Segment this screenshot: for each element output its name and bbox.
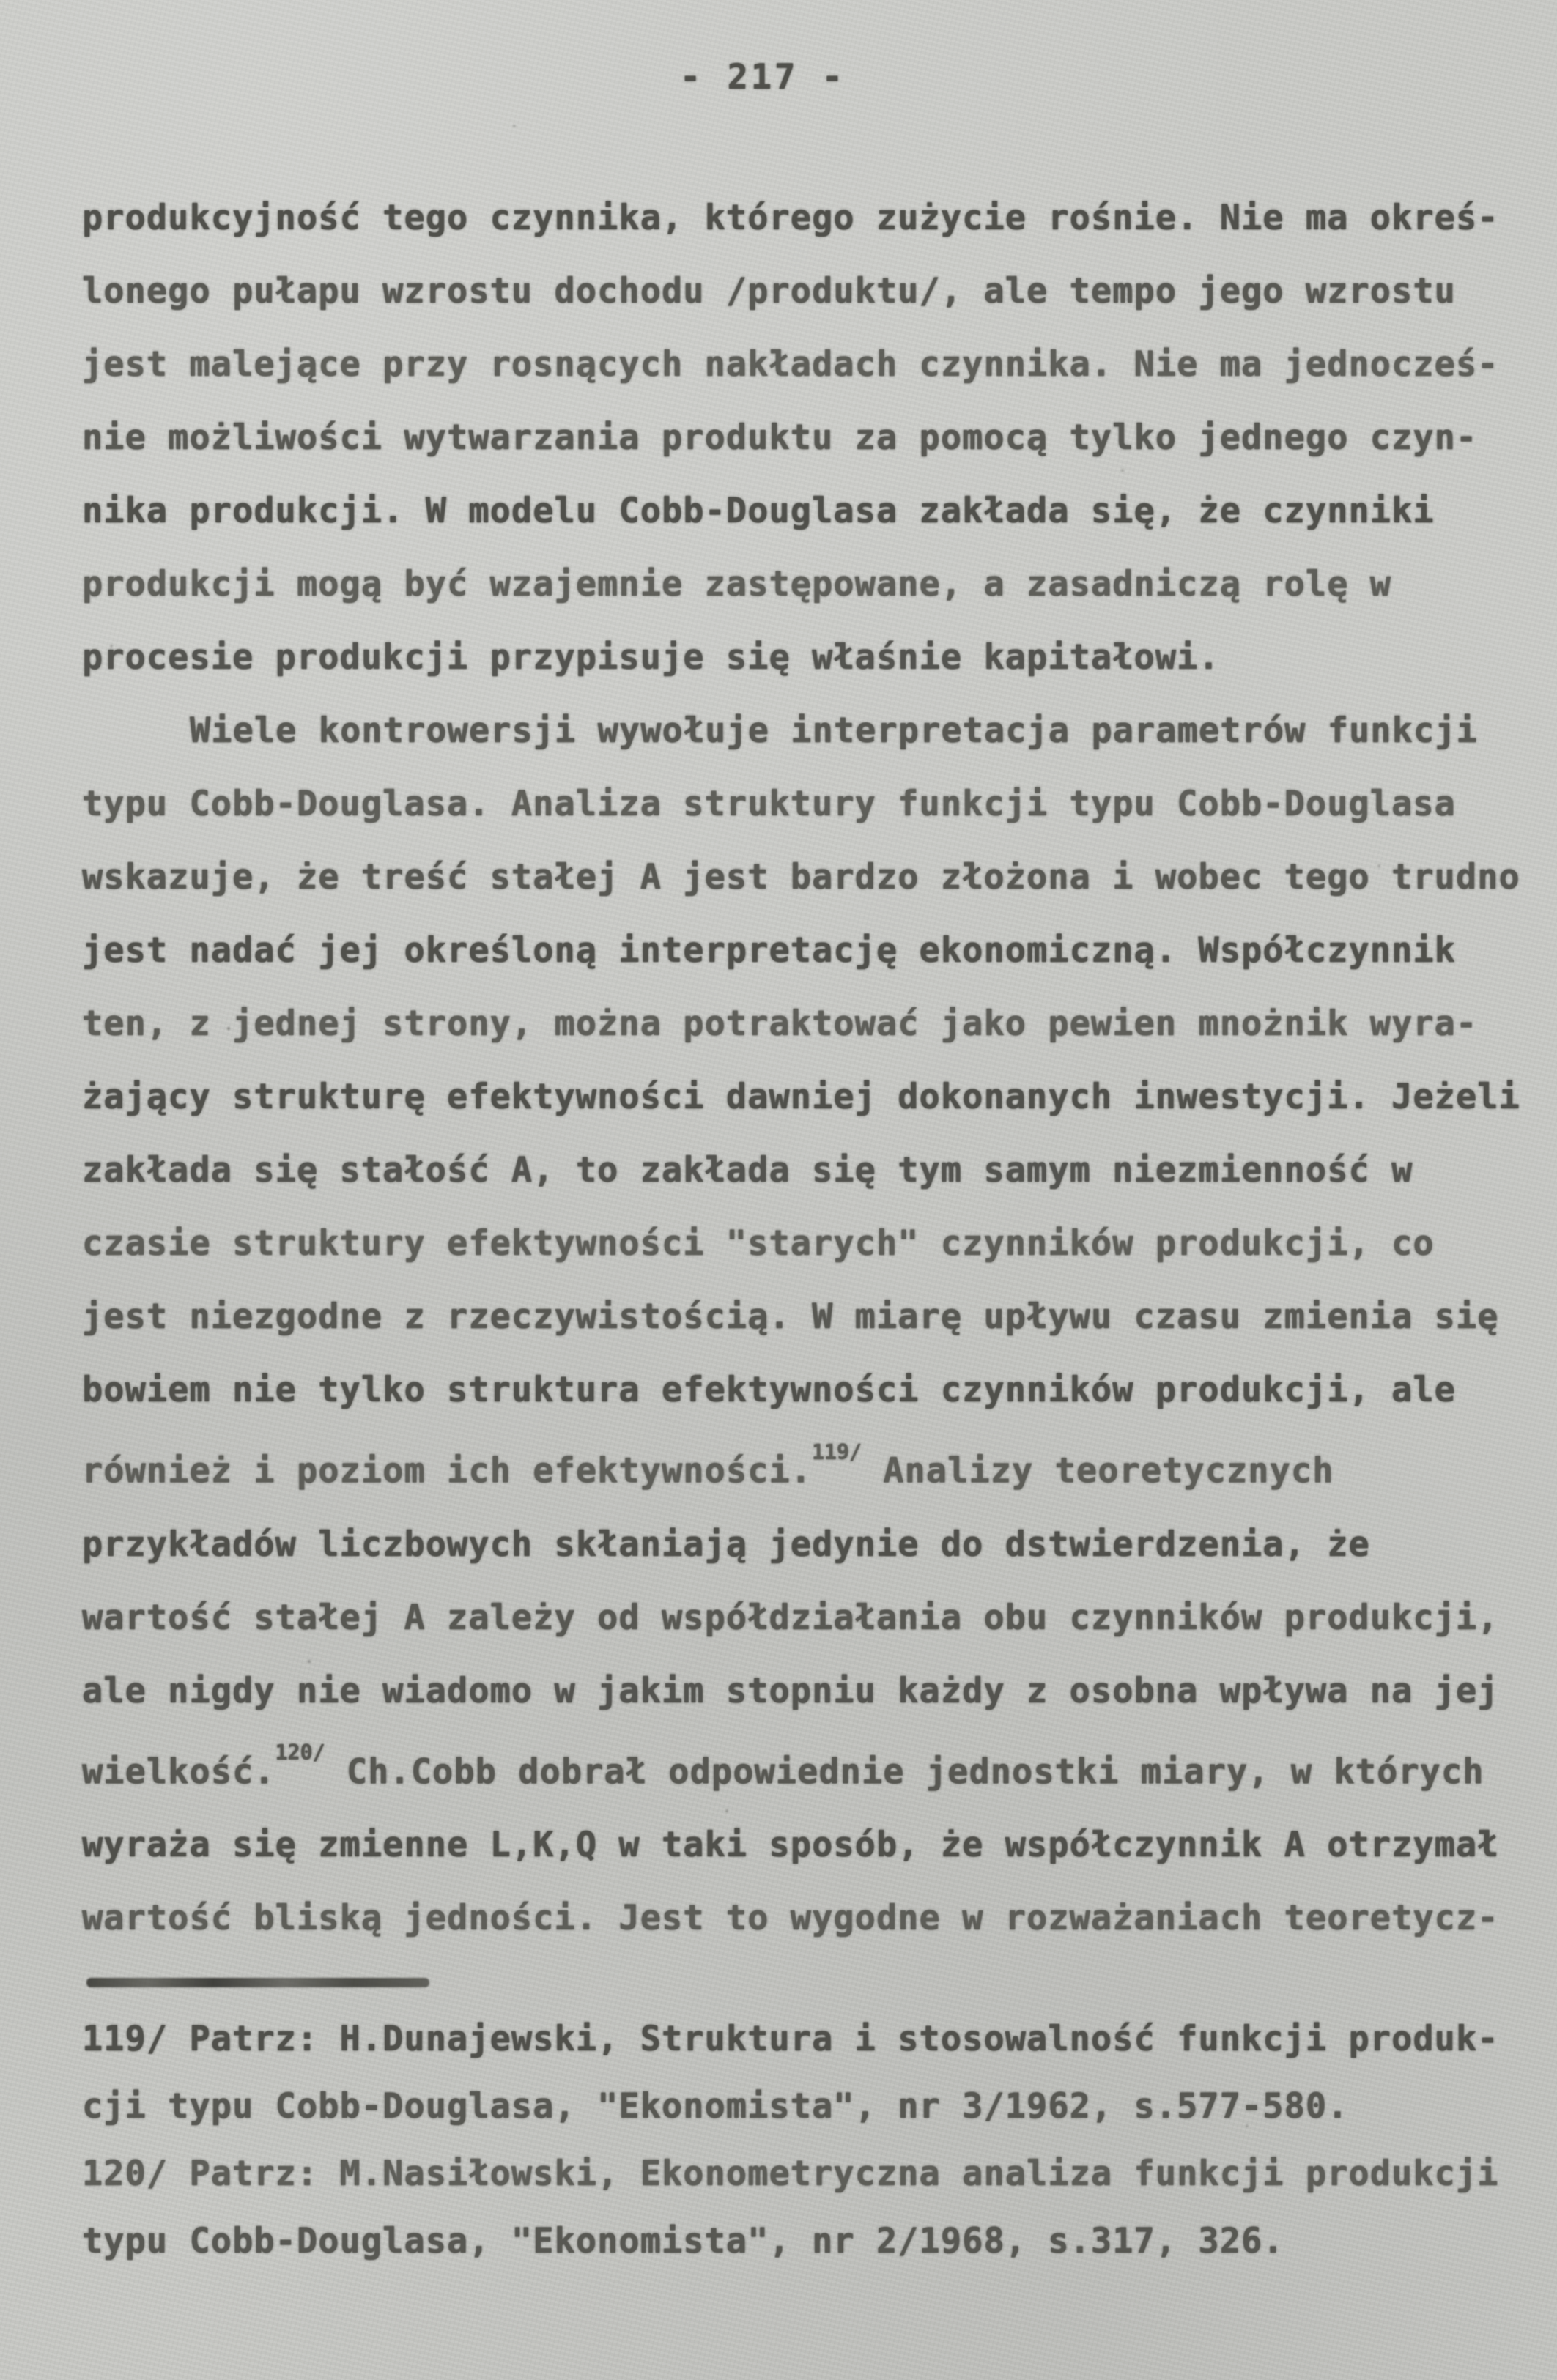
text-line: cji typu Cobb-Douglasa, "Ekonomista", nr 3/1962, s.577-580. xyxy=(82,2086,1349,2127)
text-line: 120/ Patrz: M.Nasiłowski, Ekonometryczna analiza funkcji produkcji xyxy=(82,2154,1499,2194)
text-line: typu Cobb-Douglasa, "Ekonomista", nr 2/1968, s.317, 326. xyxy=(82,2221,1284,2261)
text-line: produkcji mogą być wzajemnie zastępowane, a zasadniczą rolę w xyxy=(82,564,1392,604)
text-line: produkcyjność tego czynnika, którego zużycie rośnie. Nie ma okreś- xyxy=(82,198,1499,238)
text-line: wskazuje, że treść stałej A jest bardzo złożona i wobec tego trudno xyxy=(82,857,1520,897)
footnotes xyxy=(82,2006,1557,2275)
footnote-ref: 119/ xyxy=(812,1439,862,1464)
text-line: przykładów liczbowych skłaniają jedynie do dstwierdzenia, że xyxy=(82,1524,1370,1565)
body-text xyxy=(82,182,1557,1955)
footnote-ref: 120/ xyxy=(275,1740,325,1765)
text-line: Wiele kontrowersji wywołuje interpretacja parametrów funkcji xyxy=(190,711,1478,751)
text-line: nie możliwości wytwarzania produktu za pomocą tylko jednego czyn- xyxy=(82,418,1478,458)
text-line: ale nigdy nie wiadomo w jakim stopniu każdy z osobna wpływa na jej xyxy=(82,1670,1499,1711)
text-line: procesie produkcji przypisuje się właśnie kapitałowi. xyxy=(82,637,1220,678)
text-line: wartość stałej A zależy od współdziałania obu czynników produkcji, xyxy=(82,1597,1499,1638)
text-line: bowiem nie tylko struktura efektywności czynników produkcji, ale xyxy=(82,1370,1456,1410)
text-line: wyraża się zmienne L,K,Q w taki sposób, że współczynnik A otrzymał xyxy=(82,1825,1499,1866)
text-line: jest niezgodne z rzeczywistością. W miarę upływu czasu zmienia się xyxy=(82,1297,1499,1337)
text-line: ten, z jednej strony, można potraktować jako pewien mnożnik wyra- xyxy=(82,1004,1478,1044)
text-line: lonego pułapu wzrostu dochodu /produktu/, ale tempo jego wzrostu xyxy=(82,271,1456,311)
text-line: zakłada się stałość A, to zakłada się tym samym niezmienność w xyxy=(82,1150,1413,1190)
text-line: jest nadać jej określoną interpretację ekonomiczną. Współczynnik xyxy=(82,930,1456,971)
text-line: jest malejące przy rosnących nakładach czynnika. Nie ma jednocześ- xyxy=(82,344,1499,385)
text-line: typu Cobb-Douglasa. Analiza struktury funkcji typu Cobb-Douglasa xyxy=(82,784,1456,824)
text-line: 119/ Patrz: H.Dunajewski, Struktura i stosowalność funkcji produk- xyxy=(82,2019,1499,2059)
page-number: - 217 - xyxy=(680,57,846,97)
text-line: czasie struktury efektywności "starych" czynników produkcji, co xyxy=(82,1223,1435,1264)
footnote-separator xyxy=(86,1978,429,1987)
text-line: żający strukturę efektywności dawniej dokonanych inwestycji. Jeżeli xyxy=(82,1077,1520,1117)
text-line: nika produkcji. W modelu Cobb-Douglasa zakłada się, że czynniki xyxy=(82,491,1435,531)
text-line: również i poziom ich efektywności.$^{119/}$ Analizy teoretycznych xyxy=(82,1439,1334,1491)
text-line: wielkość.$^{120/}$ Ch.Cobb dobrał odpowiednie jednostki miary, w których xyxy=(82,1740,1484,1793)
text-line: wartość bliską jedności. Jest to wygodne w rozważaniach teoretycz- xyxy=(82,1898,1499,1939)
